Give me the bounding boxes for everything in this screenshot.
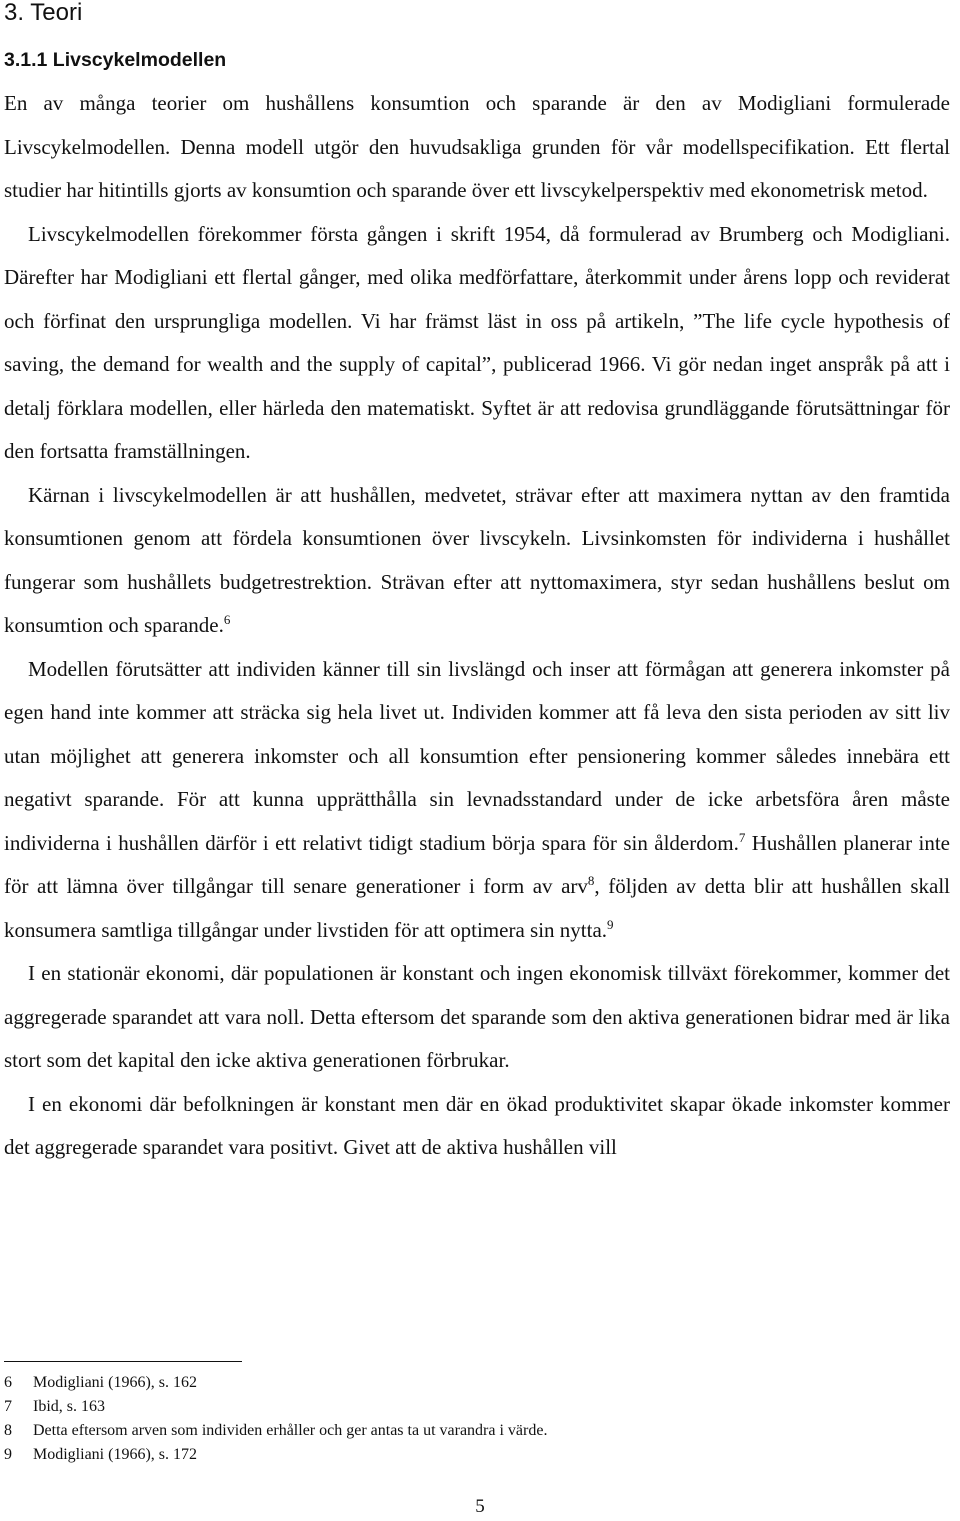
footnote-text: Modigliani (1966), s. 172 [33,1446,197,1463]
footnote-number: 6 [4,1374,12,1391]
footnotes [4,1371,904,1467]
paragraph-text: I en ekonomi där befolkningen är konstant men där en ökad produktivitet skapar ökade inkomster kommer det aggregerade sparandet vara positivt. Givet att de aktiva hushållen vill [4,1091,950,1159]
paragraph-stationary-economy [4,952,950,1083]
paragraph-text: Modellen förutsätter att individen känner till sin livslängd och inser att förmågan att generera inkomster på egen hand inte kommer att sträcka sig hela livet ut. Individen kommer att få leva den sista perioden av sitt liv utan möjlighet att generera inkomster och all konsumtion efter pensionering kommer således innebära ett negativt sparande. För att kunna upprätthålla sin levnadsstandard under de icke arbetsföra åren måste individerna i hushållen därför i ett relativt tidigt stadium börja spara för sin ålderdom. [4,656,950,855]
paragraph-text: , följden av detta blir att hushållen skall konsumera samtliga tillgångar under livstiden för att optimera sin nytta. [4,874,950,942]
footnote-ref: 6 [223,612,231,627]
paragraph-text: Kärnan i livscykelmodellen är att hushållen, medvetet, strävar efter att maximera nyttan av den framtida konsumtionen genom att fördela konsumtionen över livscykeln. Livsinkomsten för individerna i hushållet fungerar som hushållets budgetrestrektion. Strävan efter att nyttomaximera, styr sedan hushållens beslut om konsumtion och sparande. [4,482,950,637]
footnote-text: Modigliani (1966), s. 162 [33,1374,197,1391]
paragraph-text: En av många teorier om hushållens konsumtion och sparande är den av Modigliani formulerade Livscykelmodellen. Denna modell utgör den huvudsakliga grunden för vår modellspecifikation. Ett flertal studier har hitintills gjorts av konsumtion och sparande över ett livscykelperspektiv med ekonometrisk metod. [4,91,950,202]
footnote-ref: 8 [587,873,595,888]
footnote [4,1419,904,1443]
paragraph-assumptions [4,648,950,953]
paragraph-intro [4,82,950,213]
paragraph-history [4,213,950,474]
footnote-ref: 9 [607,916,614,932]
footnote [4,1395,904,1419]
body-text [4,82,950,1170]
footnote-ref: 7 [738,829,746,845]
footnote-text: Ibid, s. 163 [33,1398,105,1415]
paragraph-growing-economy [4,1083,950,1170]
paragraph-text: Livscykelmodellen förekommer första gången i skrift 1954, då formulerad av Brumberg och Modigliani. Därefter har Modigliani ett flertal gånger, med olika medförfattare, återkommit under årens lopp och reviderat och förfinat den ursprungliga modellen. Vi har främst läst in oss på artikeln, ”The life cycle hypothesis of saving, the demand for wealth and the supply of capital”, publicerad 1966. Vi gör nedan inget anspråk på att i detalj förklara modellen, eller härleda den matematiskt. Syftet är att redovisa grundläggande förutsättningar för den fortsatta framställningen. [4,221,950,463]
footnote [4,1371,904,1395]
footnote-text: Detta eftersom arven som individen erhåller och ger antas ta ut varandra i värde. [33,1422,548,1439]
paragraph-text: Hushållen planerar inte för att lämna över tillgångar till senare generationer i form av arv [4,830,951,898]
section-heading: 3.1.1 Livscykelmodellen [4,49,227,71]
paragraph-text: I en stationär ekonomi, där populationen är konstant och ingen ekonomisk tillväxt förekommer, kommer det aggregerade sparandet att vara noll. Detta eftersom det sparande som den aktiva generationen bidrar med är lika stort som det kapital den icke aktiva generationen förbrukar. [4,961,950,1072]
footnote-number: 7 [4,1398,12,1415]
footnote-divider [4,1361,242,1362]
footnote-number: 8 [4,1422,12,1439]
paragraph-core [4,474,950,648]
page-number: 5 [475,1496,485,1517]
chapter-heading: 3. Teori [4,0,83,26]
footnote [4,1443,904,1467]
footnote-number: 9 [4,1446,12,1463]
